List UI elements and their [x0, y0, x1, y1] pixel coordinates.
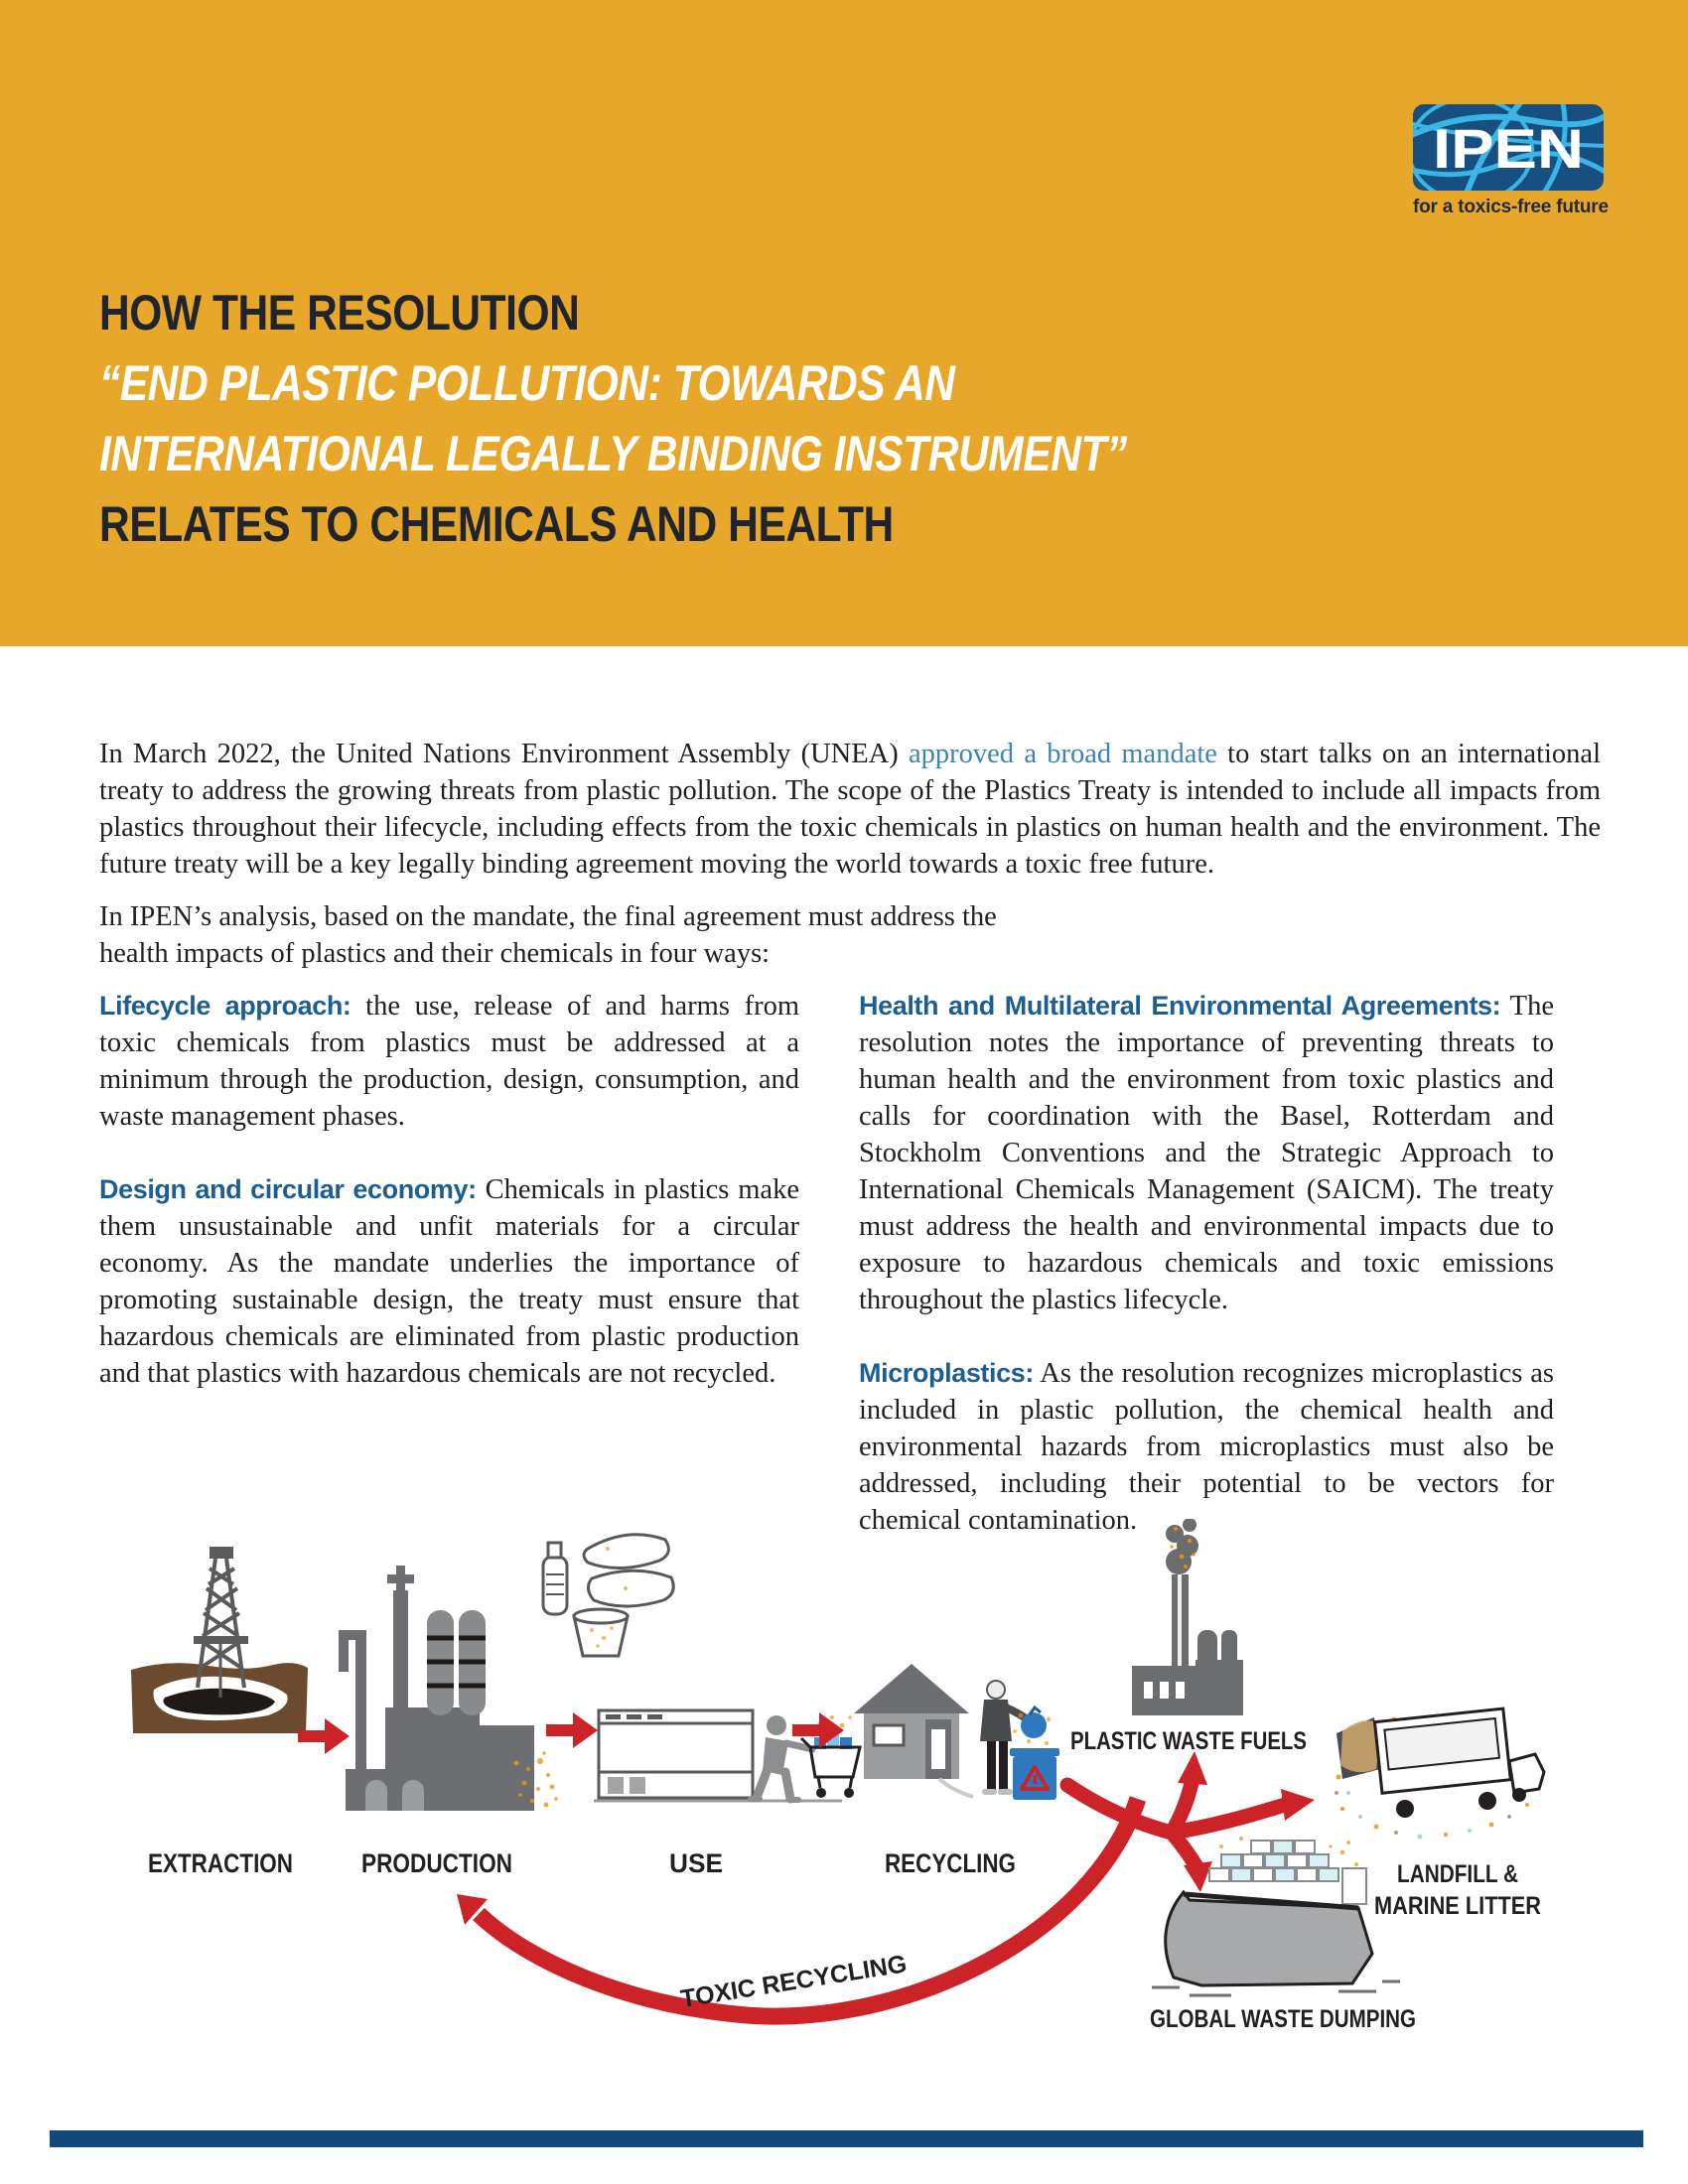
recycling-icon: [854, 1664, 1059, 1800]
section-heading: Health and Multilateral Environmental Agreements:: [859, 991, 1501, 1021]
label-global-waste-dumping: GLOBAL WASTE DUMPING: [1150, 2005, 1416, 2033]
title-line-2: “END PLASTIC POLLUTION: TOWARDS AN: [99, 355, 955, 411]
ipen-logo: [1413, 104, 1609, 218]
plastic-waste-fuels-icon: [1132, 1519, 1243, 1715]
label-use: USE: [669, 1848, 723, 1878]
extraction-icon: [131, 1547, 308, 1733]
label-toxic-recycling: TOXIC RECYCLING: [678, 1950, 910, 2013]
analysis-columns: [99, 988, 1589, 1575]
title-line-4: RELATES TO CHEMICALS AND HEALTH: [99, 496, 894, 552]
section-body: Chemicals in plastics make them unsustainable and unfit materials for a circular economy. As the mandate underlies the importance of promoting sustainable design, the treaty must ensure that hazardous chemicals are eliminated from plastic production and that plastics with hazardous chemicals are not recycled.: [99, 1174, 799, 1389]
mandate-link[interactable]: approved a broad mandate: [909, 739, 1217, 769]
page-title: [99, 278, 1308, 560]
shopping-cart: [801, 1732, 860, 1798]
section-lifecycle-approach: [99, 988, 799, 1135]
title-line-3: INTERNATIONAL LEGALLY BINDING INSTRUMENT”: [99, 426, 1127, 481]
recycle-bin: [1010, 1748, 1059, 1800]
section-heading: Design and circular economy:: [99, 1174, 477, 1204]
section-heading: Microplastics:: [859, 1358, 1034, 1388]
section-body: the use, release of and harms from toxic chemicals from plastics must be addressed at a minimum through the production, design, consumption, and waste management phases.: [99, 991, 799, 1132]
intro-text-after-link: to start talks on an international treaty to address the growing threats from plastic pollution. The scope of the Plastics Treaty is intended to include all impacts from plastics throughout their lifecycle, including effects from the toxic chemicals in plastics on human health and the environment. The future treaty will be a key legally binding agreement moving the world towards a toxic free future.: [99, 739, 1601, 880]
landfill-icon: [1335, 1708, 1544, 1839]
globe-network-icon: [1413, 104, 1604, 191]
label-recycling: RECYCLING: [885, 1848, 1016, 1878]
footer-rule: [50, 2130, 1643, 2147]
label-production: PRODUCTION: [361, 1848, 512, 1878]
lead-paragraph: In IPEN’s analysis, based on the mandate, the final agreement must address the health impacts of plastics and their chemicals in four ways:: [99, 901, 997, 969]
label-plastic-waste-fuels: PLASTIC WASTE FUELS: [1070, 1727, 1307, 1755]
section-health-mea: [859, 988, 1554, 1318]
section-body: The resolution notes the importance of preventing threats to human health and the environment from toxic plastics and calls for coordination with the Basel, Rotterdam and Stockholm Conventions and the Strategic Approach to International Chemicals Management (SAICM). The treaty must address the health and environmental impacts due to exposure to hazardous chemicals and toxic emissions throughout the plastics lifecycle.: [859, 991, 1554, 1315]
title-line-1: HOW THE RESOLUTION: [99, 285, 580, 341]
label-landfill-line2: MARINE LITTER: [1374, 1892, 1541, 1920]
section-body: As the resolution recognizes microplastics as included in plastic pollution, the chemical health and environmental hazards from microplastics must also be addressed, including their potential to be vectors for chemical contamination.: [859, 1358, 1554, 1536]
section-microplastics: [859, 1355, 1554, 1539]
plastic-products: [543, 1535, 673, 1656]
right-column: [859, 988, 1554, 1575]
label-landfill-line1: LANDFILL &: [1397, 1860, 1518, 1888]
intro-paragraph: [99, 736, 1601, 883]
arrow-production-to-use: [546, 1712, 598, 1748]
left-column: [99, 988, 799, 1575]
intro-text-before-link: In March 2022, the United Nations Environment Assembly (UNEA): [99, 739, 910, 769]
ipen-tagline: for a toxics-free future: [1413, 197, 1609, 217]
section-design-circular-economy: [99, 1171, 799, 1392]
trash-bag: [1021, 1712, 1047, 1738]
ipen-logo-text: IPEN: [1433, 117, 1584, 180]
header-band: [0, 0, 1688, 646]
section-heading: Lifecycle approach:: [99, 991, 352, 1021]
ipen-logo-mark: [1413, 104, 1604, 191]
plastics-lifecycle-diagram: [99, 1519, 1589, 2085]
label-extraction: EXTRACTION: [148, 1848, 293, 1878]
